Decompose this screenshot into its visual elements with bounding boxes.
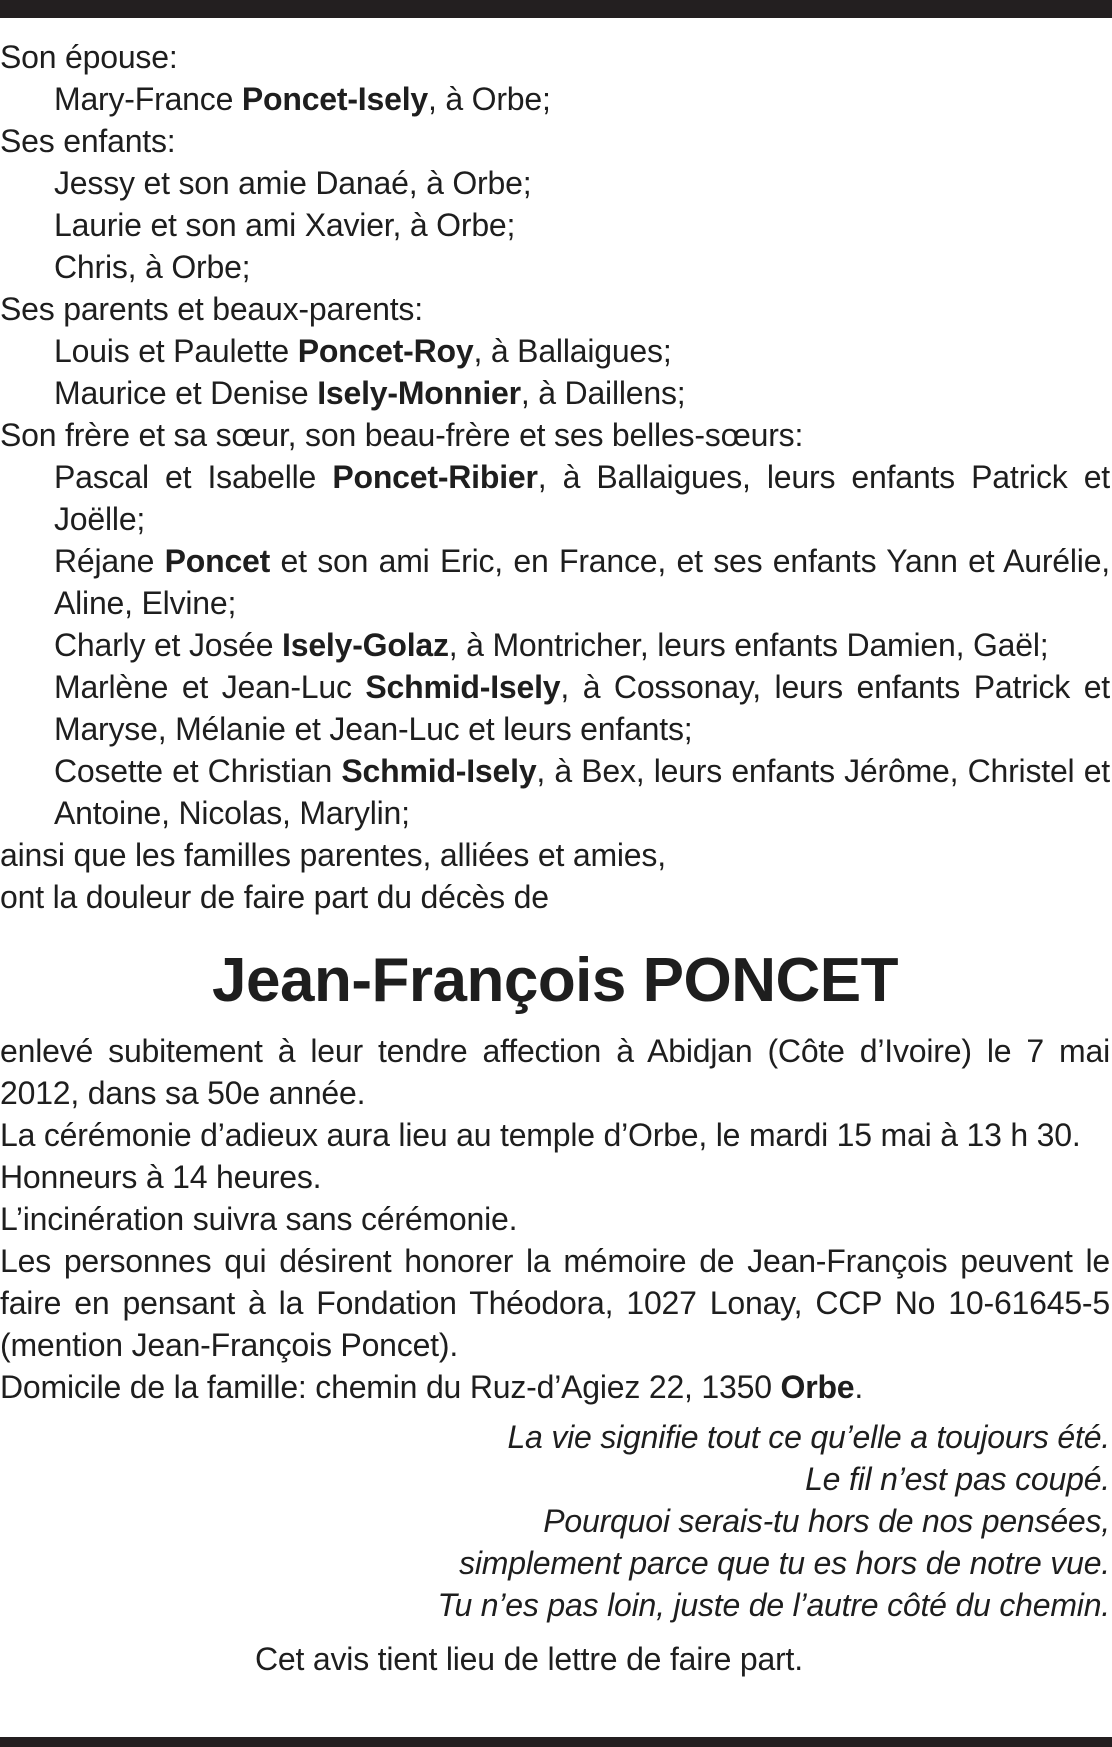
bottom-rule (0, 1737, 1112, 1747)
family-entry (0, 204, 1110, 246)
family-text: Pascal et Isabelle (54, 459, 333, 495)
family-text: Mary-France (54, 81, 242, 117)
family-surname: Schmid-Isely (365, 669, 561, 705)
family-entry (0, 372, 1110, 414)
family-text: Laurie et son ami Xavier, à Orbe; (54, 207, 516, 243)
poem-line: Pourquoi serais-tu hors de nos pensées, (543, 1503, 1110, 1539)
closing-note: Cet avis tient lieu de lettre de faire part. (255, 1641, 803, 1677)
family-heading: Ses enfants: (0, 123, 176, 159)
family-surname: Schmid-Isely (341, 753, 537, 789)
family-text: Jessy et son amie Danaé, à Orbe; (54, 165, 532, 201)
family-text: , à Cossonay, leurs enfants Patrick et Maryse, Mélanie et Jean-Luc et leurs enfants; (54, 669, 1110, 747)
family-text: Cosette et Christian (54, 753, 342, 789)
family-text: , à Montricher, leurs enfants Damien, Gaël; (448, 627, 1049, 663)
donation-paragraph: Les personnes qui désirent honorer la mémoire de Jean-François peuvent le faire en pensant à la Fondation Théodora, 1027 Lonay, CCP No 10-61645-5 (mention Jean-François Poncet). (0, 1243, 1110, 1363)
family-entry (0, 540, 1110, 624)
domicile-end: . (854, 1369, 864, 1405)
intro-line-2: ont la douleur de faire part du décès de (0, 879, 549, 915)
family-entry (0, 750, 1110, 834)
family-text: , à Ballaigues; (473, 333, 672, 369)
ceremony-paragraph: La cérémonie d’adieux aura lieu au temple d’Orbe, le mardi 15 mai à 13 h 30. (0, 1117, 1081, 1153)
family-surname: Isely-Monnier (317, 375, 521, 411)
family-text: , à Orbe; (427, 81, 551, 117)
family-heading: Ses parents et beaux-parents: (0, 291, 423, 327)
obituary-notice (0, 36, 1110, 1680)
family-entry (0, 162, 1110, 204)
death-paragraph: enlevé subitement à leur tendre affection à Abidjan (Côte d’Ivoire) le 7 mai 2012, dans sa 50e année. (0, 1033, 1110, 1111)
domicile-address: Domicile de la famille: chemin du Ruz-d’Agiez 22, 1350 (0, 1369, 781, 1405)
family-text: Charly et Josée (54, 627, 283, 663)
family-entry (0, 330, 1110, 372)
family-surname: Isely-Golaz (282, 627, 449, 663)
family-entry (0, 246, 1110, 288)
family-text: Chris, à Orbe; (54, 249, 251, 285)
family-text: et son ami Eric, en France, et ses enfants Yann et Aurélie, Aline, Elvine; (54, 543, 1110, 621)
family-heading: Son épouse: (0, 39, 178, 75)
family-surname: Poncet-Roy (297, 333, 474, 369)
poem-line: Tu n’es pas loin, juste de l’autre côté du chemin. (437, 1587, 1110, 1623)
poem-line: Le fil n’est pas coupé. (805, 1461, 1110, 1497)
family-text: , à Daillens; (520, 375, 686, 411)
family-entry (0, 666, 1110, 750)
family-text: Louis et Paulette (54, 333, 298, 369)
poem-line: simplement parce que tu es hors de notre vue. (459, 1545, 1110, 1581)
poem-line: La vie signifie tout ce qu’elle a toujours été. (507, 1419, 1110, 1455)
family-text: Réjane (54, 543, 165, 579)
family-heading: Son frère et sa sœur, son beau-frère et ses belles-sœurs: (0, 417, 804, 453)
family-text: , à Bex, leurs enfants Jérôme, Christel et Antoine, Nicolas, Marylin; (54, 753, 1110, 831)
family-text: Maurice et Denise (54, 375, 318, 411)
domicile-paragraph (0, 1366, 1110, 1408)
poem (0, 1416, 1110, 1626)
deceased-name: Jean-François PONCET (212, 946, 898, 1015)
intro-line-1: ainsi que les familles parentes, alliées et amies, (0, 837, 666, 873)
domicile-town: Orbe (780, 1369, 855, 1405)
family-surname: Poncet-Isely (241, 81, 428, 117)
family-entry (0, 456, 1110, 540)
top-rule (0, 0, 1112, 18)
honours-paragraph: Honneurs à 14 heures. (0, 1159, 322, 1195)
cremation-paragraph: L’incinération suivra sans cérémonie. (0, 1201, 518, 1237)
family-text: Marlène et Jean-Luc (54, 669, 366, 705)
family-entry (0, 78, 1110, 120)
family-surname: Poncet-Ribier (332, 459, 538, 495)
family-text: , à Ballaigues, leurs enfants Patrick et Joëlle; (54, 459, 1110, 537)
family-list (0, 36, 1110, 834)
family-entry (0, 624, 1110, 666)
family-surname: Poncet (164, 543, 271, 579)
